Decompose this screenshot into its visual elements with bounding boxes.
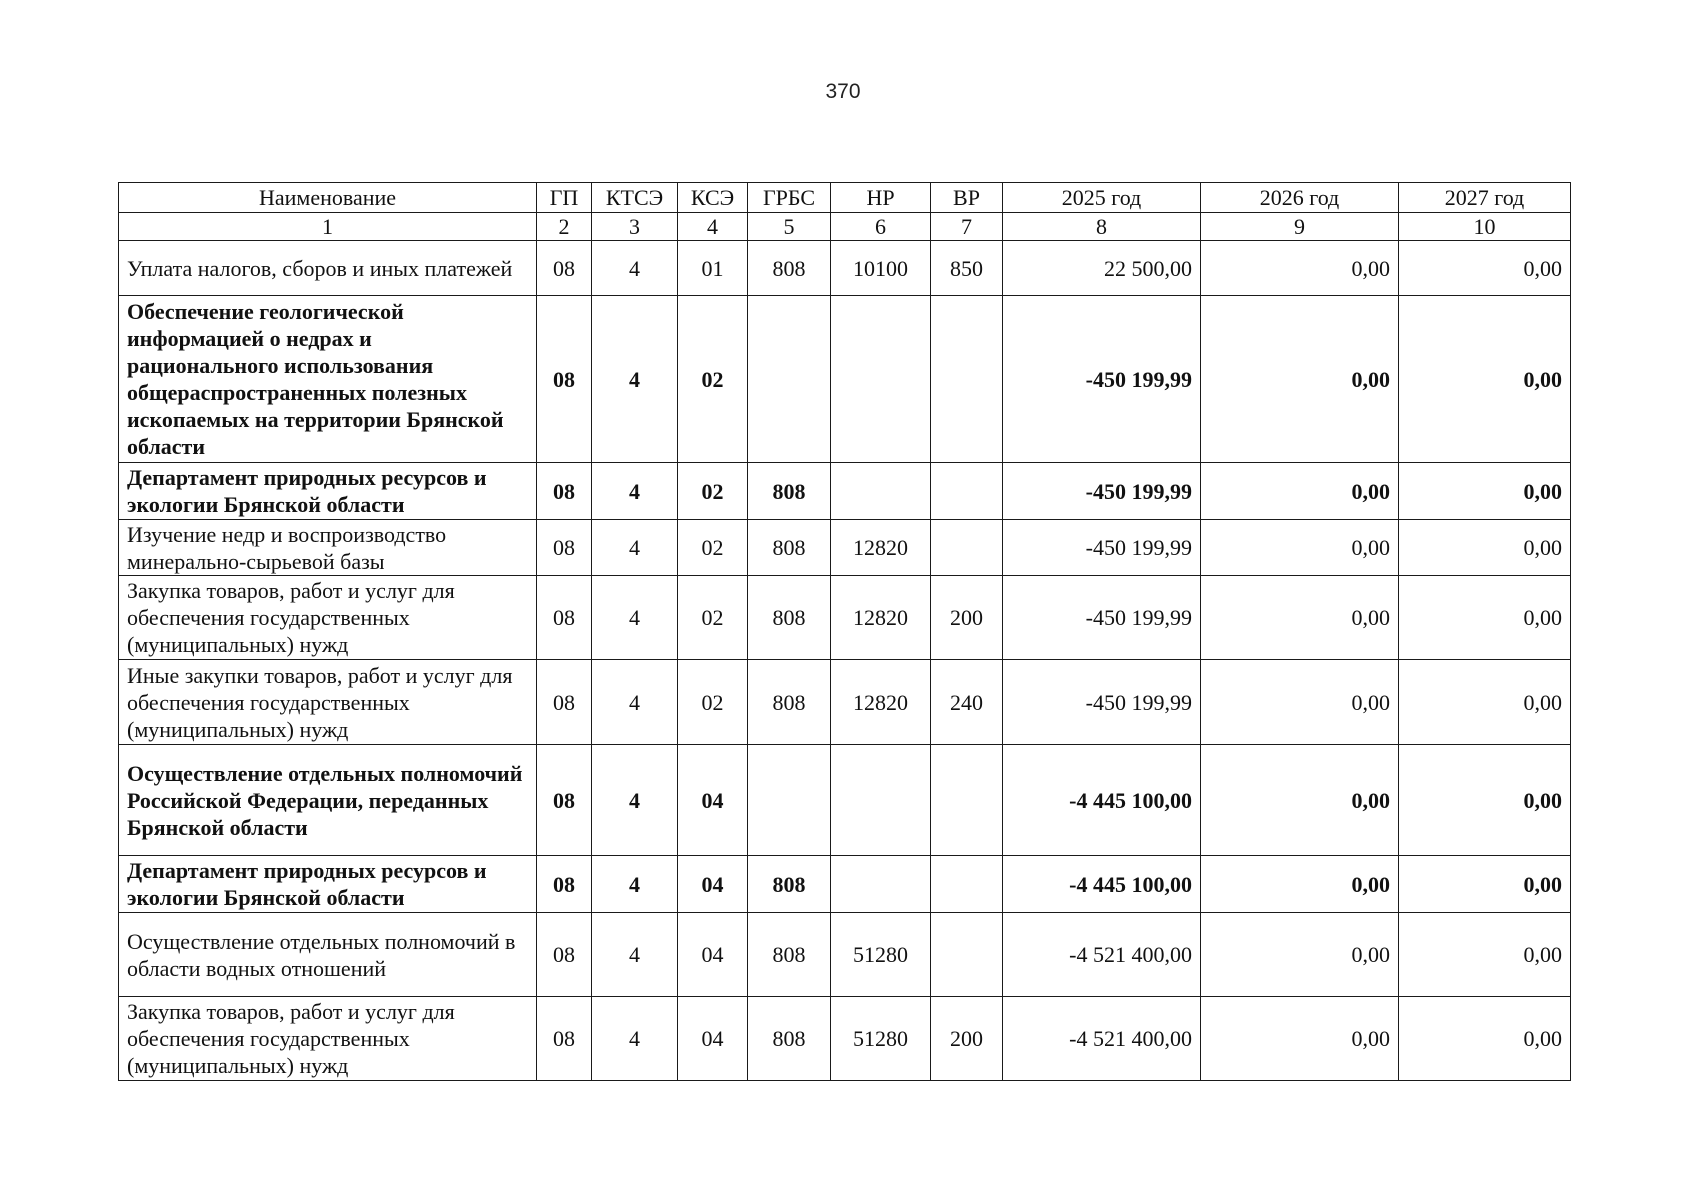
row-2025: -450 199,99 [1003,576,1201,660]
row-2026: 0,00 [1201,576,1399,660]
row-name: Закупка товаров, работ и услуг для обеспечения государственных (муниципальных) нужд [119,576,537,660]
row-kse: 01 [678,241,748,296]
row-2026: 0,00 [1201,856,1399,913]
row-2027: 0,00 [1399,520,1571,576]
table-row [119,913,1571,997]
row-2026: 0,00 [1201,463,1399,520]
row-nr [831,856,931,913]
row-kse: 02 [678,660,748,745]
row-nr [831,745,931,856]
table-row [119,745,1571,856]
row-gp: 08 [537,997,592,1081]
header-grbs: ГРБС [748,183,831,213]
table-row [119,520,1571,576]
row-ktse: 4 [592,660,678,745]
row-name: Осуществление отдельных полномочий в области водных отношений [119,913,537,997]
row-kse: 04 [678,856,748,913]
column-number: 8 [1003,213,1201,241]
row-2026: 0,00 [1201,296,1399,463]
row-2025: -4 445 100,00 [1003,745,1201,856]
row-2027: 0,00 [1399,241,1571,296]
row-kse: 04 [678,913,748,997]
row-name: Осуществление отдельных полномочий Российской Федерации, переданных Брянской области [119,745,537,856]
row-2026: 0,00 [1201,241,1399,296]
table-row [119,296,1571,463]
header-2026: 2026 год [1201,183,1399,213]
column-number: 10 [1399,213,1571,241]
header-nr: НР [831,183,931,213]
row-ktse: 4 [592,745,678,856]
row-nr: 12820 [831,660,931,745]
page-number: 370 [825,80,861,103]
table-row [119,660,1571,745]
row-vr [931,296,1003,463]
row-ktse: 4 [592,520,678,576]
row-2026: 0,00 [1201,660,1399,745]
table-row [119,576,1571,660]
row-grbs: 808 [748,660,831,745]
row-name: Изучение недр и воспроизводство минерально-сырьевой базы [119,520,537,576]
row-gp: 08 [537,576,592,660]
header-name: Наименование [119,183,537,213]
column-number: 3 [592,213,678,241]
row-2025: -450 199,99 [1003,520,1201,576]
row-2026: 0,00 [1201,997,1399,1081]
row-gp: 08 [537,520,592,576]
row-name: Обеспечение геологической информацией о недрах и рационального использования общераспространенных полезных ископаемых на территории Брянской области [119,296,537,463]
row-nr: 12820 [831,520,931,576]
row-2027: 0,00 [1399,576,1571,660]
row-vr: 850 [931,241,1003,296]
row-kse: 04 [678,997,748,1081]
row-2026: 0,00 [1201,913,1399,997]
row-2025: -450 199,99 [1003,463,1201,520]
budget-table [118,182,1571,1081]
row-ktse: 4 [592,296,678,463]
table-body [119,241,1571,1081]
row-grbs: 808 [748,997,831,1081]
row-kse: 02 [678,520,748,576]
row-2025: -4 521 400,00 [1003,913,1201,997]
row-2027: 0,00 [1399,997,1571,1081]
row-ktse: 4 [592,856,678,913]
row-vr [931,856,1003,913]
table-row [119,463,1571,520]
header-ktse: КТСЭ [592,183,678,213]
row-vr: 240 [931,660,1003,745]
row-name: Уплата налогов, сборов и иных платежей [119,241,537,296]
header-kse: КСЭ [678,183,748,213]
row-gp: 08 [537,745,592,856]
row-kse: 02 [678,576,748,660]
row-vr [931,913,1003,997]
row-vr [931,520,1003,576]
row-2025: -4 521 400,00 [1003,997,1201,1081]
row-2027: 0,00 [1399,745,1571,856]
row-2025: -450 199,99 [1003,296,1201,463]
row-vr [931,745,1003,856]
row-2025: -4 445 100,00 [1003,856,1201,913]
row-gp: 08 [537,913,592,997]
column-number: 2 [537,213,592,241]
row-gp: 08 [537,856,592,913]
row-2025: -450 199,99 [1003,660,1201,745]
row-2026: 0,00 [1201,520,1399,576]
row-nr: 10100 [831,241,931,296]
row-gp: 08 [537,660,592,745]
header-2027: 2027 год [1399,183,1571,213]
row-ktse: 4 [592,576,678,660]
row-nr: 51280 [831,913,931,997]
row-2026: 0,00 [1201,745,1399,856]
table-header-row [119,183,1571,213]
row-2027: 0,00 [1399,913,1571,997]
row-grbs [748,296,831,463]
row-gp: 08 [537,463,592,520]
row-kse: 04 [678,745,748,856]
column-number: 5 [748,213,831,241]
row-name: Департамент природных ресурсов и экологии Брянской области [119,463,537,520]
row-gp: 08 [537,241,592,296]
row-vr: 200 [931,576,1003,660]
row-nr: 12820 [831,576,931,660]
row-name: Иные закупки товаров, работ и услуг для обеспечения государственных (муниципальных) нужд [119,660,537,745]
row-2025: 22 500,00 [1003,241,1201,296]
row-2027: 0,00 [1399,660,1571,745]
column-number: 9 [1201,213,1399,241]
header-gp: ГП [537,183,592,213]
row-nr [831,463,931,520]
row-2027: 0,00 [1399,463,1571,520]
row-ktse: 4 [592,913,678,997]
row-name: Департамент природных ресурсов и экологии Брянской области [119,856,537,913]
column-number-row [119,213,1571,241]
row-grbs: 808 [748,520,831,576]
row-2027: 0,00 [1399,296,1571,463]
row-name: Закупка товаров, работ и услуг для обеспечения государственных (муниципальных) нужд [119,997,537,1081]
row-grbs: 808 [748,241,831,296]
column-number: 4 [678,213,748,241]
row-grbs: 808 [748,856,831,913]
row-gp: 08 [537,296,592,463]
header-2025: 2025 год [1003,183,1201,213]
row-grbs: 808 [748,913,831,997]
table-row [119,997,1571,1081]
row-ktse: 4 [592,241,678,296]
row-ktse: 4 [592,997,678,1081]
row-2027: 0,00 [1399,856,1571,913]
row-grbs [748,745,831,856]
row-nr [831,296,931,463]
header-vr: ВР [931,183,1003,213]
column-number: 7 [931,213,1003,241]
row-kse: 02 [678,463,748,520]
row-vr: 200 [931,997,1003,1081]
column-number: 6 [831,213,931,241]
row-ktse: 4 [592,463,678,520]
table-row [119,856,1571,913]
row-nr: 51280 [831,997,931,1081]
column-number: 1 [119,213,537,241]
row-kse: 02 [678,296,748,463]
row-vr [931,463,1003,520]
row-grbs: 808 [748,576,831,660]
table-row [119,241,1571,296]
row-grbs: 808 [748,463,831,520]
